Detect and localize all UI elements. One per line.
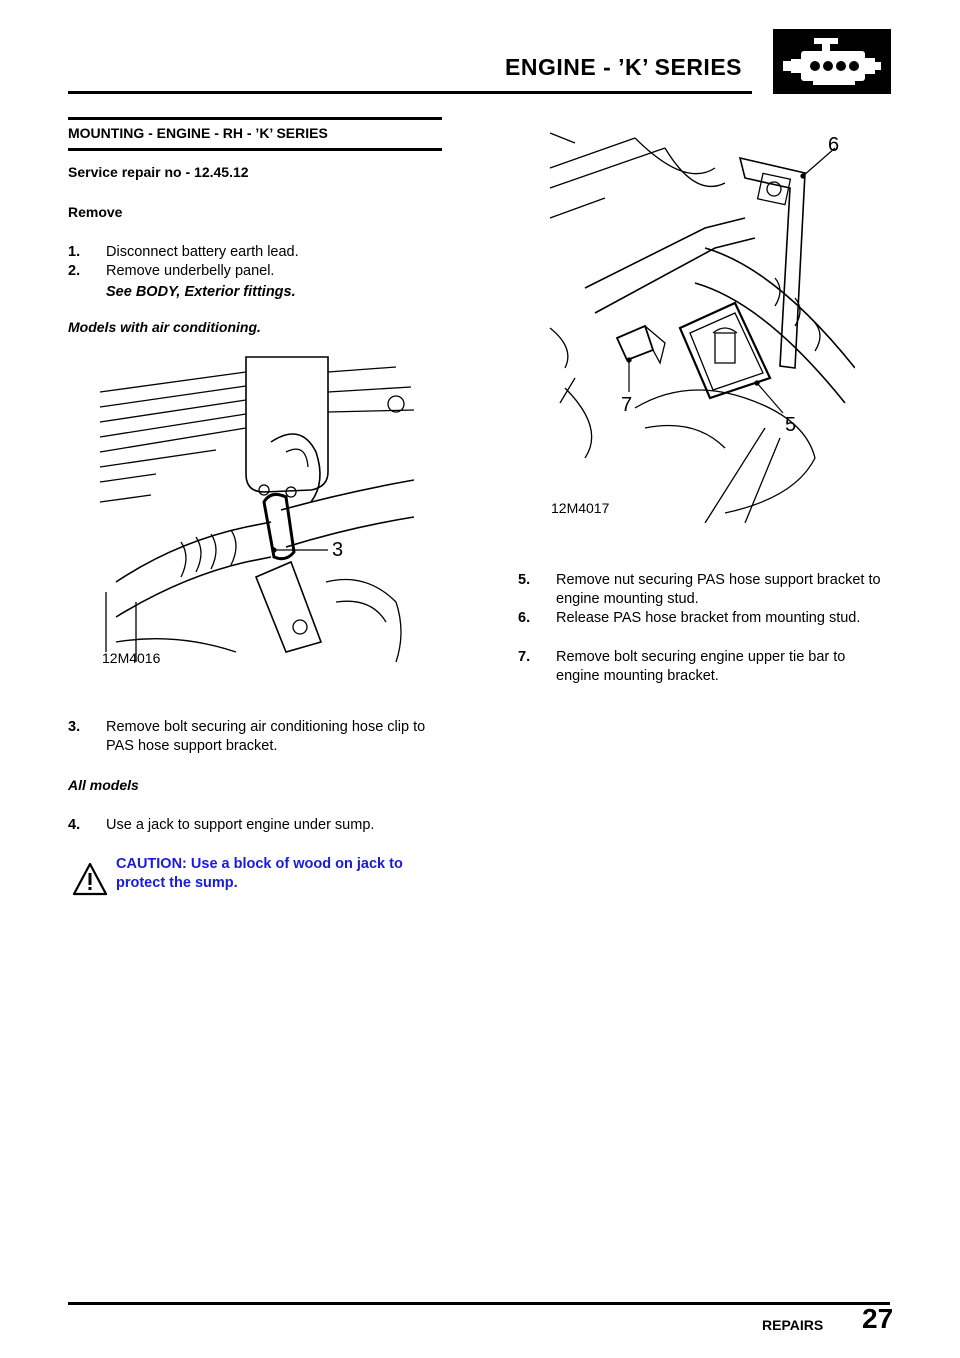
step-text: Use a jack to support engine under sump. xyxy=(106,817,375,833)
figure1-callout-3: 3 xyxy=(332,539,344,561)
remove-heading: Remove xyxy=(68,204,123,220)
section-rule-bottom xyxy=(68,148,442,151)
figure1-label: 12M4016 xyxy=(102,650,161,666)
figure2-callout-7: 7 xyxy=(621,394,633,416)
models-ac-heading: Models with air conditioning. xyxy=(68,319,261,335)
footer-section-label: REPAIRS xyxy=(762,1317,824,1333)
figure2-callout-6: 6 xyxy=(828,134,840,156)
step-text: Remove nut securing PAS hose support bracket to engine mounting stud. xyxy=(556,572,881,607)
header-rule xyxy=(68,91,752,94)
caution-note: CAUTION: Use a block of wood on jack to protect the sump. xyxy=(116,856,403,891)
step-text: Remove bolt securing air conditioning hose clip to PAS hose support bracket. xyxy=(106,719,426,754)
section-rule-top xyxy=(68,117,442,120)
service-repair-number: Service repair no - 12.45.12 xyxy=(68,164,249,180)
warning-triangle-icon xyxy=(72,862,108,896)
footer-rule xyxy=(68,1302,890,1305)
step-number: 1. xyxy=(68,244,81,260)
figure-12m4016 xyxy=(96,352,414,672)
step-4 xyxy=(68,816,448,835)
step-7 xyxy=(518,648,898,686)
section-title: MOUNTING - ENGINE - RH - ’K’ SERIES xyxy=(68,125,328,141)
step-number: 3. xyxy=(68,719,81,735)
all-models-heading: All models xyxy=(68,777,139,793)
figure2-label: 12M4017 xyxy=(551,500,610,516)
page-number: 27 xyxy=(862,1303,894,1334)
step-text: Disconnect battery earth lead. xyxy=(106,244,299,260)
figure2-callout-5: 5 xyxy=(785,414,797,436)
step-text: Remove underbelly panel. xyxy=(106,263,275,279)
step-6 xyxy=(518,609,898,647)
step-5 xyxy=(518,571,898,609)
figure-12m4017 xyxy=(545,128,855,523)
step-3 xyxy=(68,718,448,756)
step-text: Release PAS hose bracket from mounting stud. xyxy=(556,610,861,626)
step-number: 7. xyxy=(518,649,531,665)
step-text: Remove bolt securing engine upper tie bar to engine mounting bracket. xyxy=(556,649,846,684)
step-2 xyxy=(68,262,448,300)
step-number: 6. xyxy=(518,610,531,626)
step-number: 5. xyxy=(518,572,531,588)
cross-reference-link[interactable]: See BODY, Exterior fittings. xyxy=(106,284,296,300)
page-header-title: ENGINE - ’K’ SERIES xyxy=(505,54,742,80)
step-1 xyxy=(68,243,448,262)
engine-icon xyxy=(773,29,891,94)
step-number: 4. xyxy=(68,817,81,833)
step-number: 2. xyxy=(68,263,81,279)
